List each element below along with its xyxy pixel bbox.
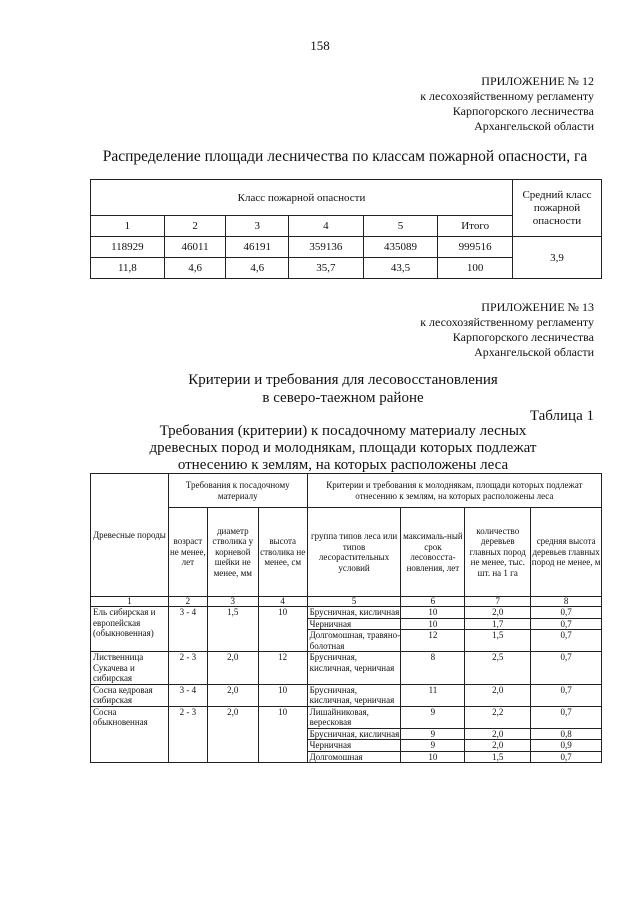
class-col-header: 5 [363,216,438,237]
forest-type: Брусничная, кисличная [307,728,401,740]
column-number: 4 [258,597,307,607]
tree-count: 2,5 [465,652,531,685]
tree-count: 2,0 [465,607,531,619]
class-col-header: 3 [226,216,289,237]
forest-type: Долгомошная, травяно-болотная [307,630,401,652]
class-col-header: 4 [289,216,364,237]
max-term: 8 [401,652,465,685]
max-term: 9 [401,728,465,740]
area-cell: 118929 [91,237,165,258]
forest-type: Брусничная, кисличная [307,607,401,619]
forest-type: Брусничная, кисличная, черничная [307,652,401,685]
forest-type: Черничная [307,740,401,752]
appendix-13-line: Архангельской области [474,345,594,359]
percent-cell: 4,6 [164,258,226,279]
height-value: 10 [258,706,307,763]
species-name: Ель сибирская и европейская (обыкновенная) [91,607,169,652]
fire-class-header: Класс пожарной опасности [91,180,513,216]
young-stand-header: Критерии и требования к молоднякам, площади которых подлежат отнесению к землям, на которых расположены леса [307,474,601,508]
height-value: 10 [258,684,307,706]
area-cell: 435089 [363,237,438,258]
tree-count: 1,7 [465,618,531,630]
column-number: 5 [307,597,401,607]
forest-type: Черничная [307,618,401,630]
height-value: 10 [258,607,307,652]
criteria-title [0,371,640,407]
tree-count-header: количество деревьев главных пород не менее, тыс. шт. на 1 га [465,508,531,597]
max-term: 9 [401,740,465,752]
age-value: 2 - 3 [168,706,207,763]
age-value: 3 - 4 [168,607,207,652]
column-number: 8 [531,597,602,607]
planting-material-table [90,473,602,763]
appendix-13-line: к лесохозяйственному регламенту [420,315,594,329]
planting-title-line: отнесению к землям, на которых расположены леса [177,457,509,473]
tree-count: 2,0 [465,740,531,752]
forest-type-header: группа типов леса или типов лесорастительных условий [307,508,401,597]
column-number: 6 [401,597,465,607]
age-value: 3 - 4 [168,684,207,706]
percent-cell: 100 [438,258,513,279]
age-header: возраст не менее, лет [168,508,207,597]
avg-height: 0,7 [531,652,602,685]
age-value: 2 - 3 [168,652,207,685]
column-number: 1 [91,597,169,607]
criteria-title-line: Критерии и требования для лесовосстановления [188,372,498,388]
area-cell: 46011 [164,237,226,258]
class-col-header: 1 [91,216,165,237]
tree-count: 2,2 [465,706,531,728]
planting-title-line: древесных пород и молоднякам, площади которых подлежат [149,440,537,456]
avg-height: 0,7 [531,751,602,763]
area-cell: 359136 [289,237,364,258]
appendix-13-line: ПРИЛОЖЕНИЕ № 13 [481,300,594,314]
appendix-12-line: Карпогорского лесничества [452,104,594,118]
avg-height: 0,7 [531,630,602,652]
max-term-header: максималь-ный срок лесовосста-новления, лет [401,508,465,597]
height-header: высота стволика не менее, см [258,508,307,597]
species-header: Древесные породы [91,474,169,597]
fire-danger-table [90,179,602,279]
percent-cell: 4,6 [226,258,289,279]
fire-table-title: Распределение площади лесничества по классам пожарной опасности, га [102,148,588,165]
appendix-13-line: Карпогорского лесничества [452,330,594,344]
planting-title-line: Требования (критерии) к посадочному материалу лесных [159,423,527,439]
area-cell: 999516 [438,237,513,258]
forest-type: Лишайниковая, вересковая [307,706,401,728]
max-term: 9 [401,706,465,728]
planting-req-header: Требования к посадочному материалу [168,474,307,508]
max-term: 10 [401,751,465,763]
avg-height: 0,7 [531,706,602,728]
avg-class-value: 3,9 [513,237,602,279]
area-cell: 46191 [226,237,289,258]
page-number: 158 [310,38,330,53]
diameter-header: диаметр стволика у корневой шейки не менее, мм [207,508,258,597]
diameter-value: 1,5 [207,607,258,652]
avg-height: 0,9 [531,740,602,752]
column-number: 3 [207,597,258,607]
avg-height: 0,8 [531,728,602,740]
avg-height-header: средняя высота деревьев главных пород не менее, м [531,508,602,597]
avg-height: 0,7 [531,607,602,619]
table-label: Таблица 1 [529,408,594,424]
percent-cell: 11,8 [91,258,165,279]
tree-count: 2,0 [465,728,531,740]
column-number: 2 [168,597,207,607]
max-term: 10 [401,607,465,619]
species-name: Сосна кедровая сибирская [91,684,169,706]
species-name: Сосна обыкновенная [91,706,169,763]
height-value: 12 [258,652,307,685]
diameter-value: 2,0 [207,684,258,706]
max-term: 10 [401,618,465,630]
tree-count: 1,5 [465,751,531,763]
avg-height: 0,7 [531,618,602,630]
forest-type: Брусничная, кисличная, черничная [307,684,401,706]
tree-count: 1,5 [465,630,531,652]
appendix-13-header [420,300,594,360]
class-col-header: Итого [438,216,513,237]
max-term: 12 [401,630,465,652]
appendix-12-header [420,74,594,134]
avg-height: 0,7 [531,684,602,706]
percent-cell: 43,5 [363,258,438,279]
appendix-12-line: к лесохозяйственному регламенту [420,89,594,103]
avg-class-header: Средний класс пожарной опасности [513,180,602,237]
species-name: Лиственница Сукачева и сибирская [91,652,169,685]
percent-cell: 35,7 [289,258,364,279]
max-term: 11 [401,684,465,706]
column-number: 7 [465,597,531,607]
planting-table-title [0,423,640,474]
class-col-header: 2 [164,216,226,237]
diameter-value: 2,0 [207,706,258,763]
appendix-12-line: Архангельской области [474,119,594,133]
appendix-12-line: ПРИЛОЖЕНИЕ № 12 [481,74,594,88]
tree-count: 2,0 [465,684,531,706]
forest-type: Долгомошная [307,751,401,763]
diameter-value: 2,0 [207,652,258,685]
criteria-title-line: в северо-таежном районе [262,390,424,406]
